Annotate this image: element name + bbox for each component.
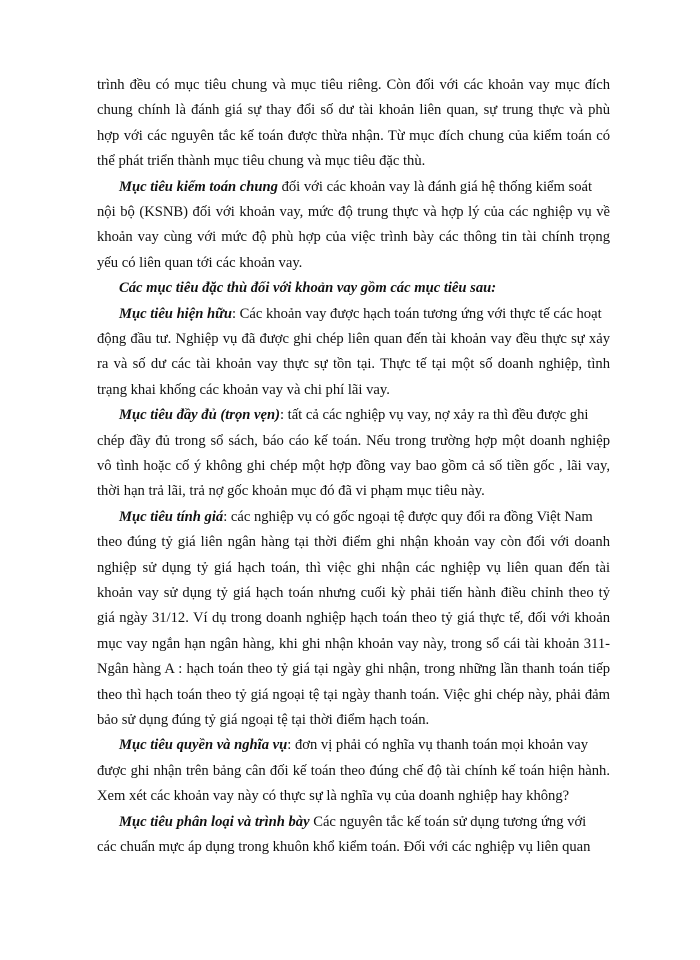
text-line: nghiệp sử dụng tỷ giá hạch toán, thì việc ghi nhận các nghiệp vụ liên quan đến tài (97, 559, 610, 576)
text-line: nội bộ (KSNB) đối với khoản vay, mức độ trung thực và hợp lý của các nghiệp vụ về (97, 204, 610, 220)
text-line: động đầu tư. Nghiệp vụ đã được ghi chép liên quan đến tài khoản vay đều thực sự xảy (97, 331, 610, 347)
text-line: thời hạn trả lãi, trả nợ gốc khoản mục đó đã vi phạm mục tiêu này. (97, 483, 485, 500)
text-line: được ghi nhận trên bảng cân đối kế toán theo đúng chế độ tài chính kế toán hiện hành. (97, 762, 610, 779)
text-line: Xem xét các khoản vay này có thực sự là nghĩa vụ của doanh nghiệp hay không? (97, 788, 570, 805)
text-line: theo đúng tỷ giá liên ngân hàng tại thời điểm ghi nhận khoản vay còn đối với doanh (97, 534, 610, 551)
text-run: đối với các khoản vay là đánh giá hệ thống kiểm soát (277, 178, 593, 195)
text-run: : tất cả các nghiệp vụ vay, nợ xảy ra thì đều được ghi (279, 407, 589, 424)
text-line: chép đầy đủ trong sổ sách, báo cáo kế toán. Nếu trong trường hợp một doanh nghiệp (97, 432, 610, 449)
text-line: ra và số dư các tài khoản vay thực sự tồn tại. Thực tế tại một số doanh nghiệp, tình (97, 356, 610, 373)
paragraph-first-line (119, 508, 593, 526)
emphasis-term: Mục tiêu kiểm toán chung (119, 178, 278, 195)
text-run: : Các khoản vay được hạch toán tương ứng với thực tế các hoạt (231, 305, 602, 322)
text-line: chung chính là đánh giá sự thay đổi số dư tài khoản liên quan, sự trung thực và phù (97, 102, 610, 119)
paragraph-first-line (119, 305, 602, 323)
text-line: khoản vay sử dụng tỷ giá hạch toán nhưng cuối kỳ phải tiến hành điều chỉnh theo tỷ (97, 585, 610, 601)
text-line: thể phát triển thành mục tiêu chung và mục tiêu đặc thù. (97, 153, 426, 170)
text-line: trạng khai khống các khoản vay và chi phí lãi vay. (97, 381, 390, 398)
emphasis-term: Mục tiêu quyền và nghĩa vụ (119, 737, 288, 754)
section-heading: Các mục tiêu đặc thù đối với khoản vay gồm các mục tiêu sau: (119, 280, 497, 297)
emphasis-term: Mục tiêu hiện hữu (119, 305, 232, 322)
paragraph-first-line (119, 813, 586, 831)
text-line: các chuẩn mực áp dụng trong khuôn khổ kiểm toán. Đối với các nghiệp vụ liên quan (97, 839, 591, 855)
emphasis-term: Mục tiêu tính giá (119, 508, 224, 525)
text-line: giá ngày 31/12. Ví dụ trong doanh nghiệp hạch toán theo tỷ giá thực tế, đối với khoản (97, 610, 610, 627)
text-line: bảo sử dụng đúng tỷ giá ngoại tệ tại thời điểm hạch toán. (97, 712, 430, 728)
emphasis-term: Mục tiêu đầy đủ (trọn vẹn) (119, 407, 280, 424)
text-line: theo thì hạch toán theo tỷ giá ngoại tệ tại ngày thanh toán. Việc ghi chép này, phải đảm (97, 686, 610, 703)
text-line: trình đều có mục tiêu chung và mục tiêu riêng. Còn đối với các khoản vay mục đích (97, 77, 610, 93)
text-line: hợp với các nguyên tắc kế toán được thừa nhận. Từ mục đích chung của kiểm toán có (97, 127, 610, 144)
emphasis-term: Mục tiêu phân loại và trình bày (119, 813, 310, 830)
text-run: : đơn vị phải có nghĩa vụ thanh toán mọi khoản vay (287, 737, 589, 754)
text-line: mục vay ngắn hạn ngân hàng, khi ghi nhận khoản vay này, trong sổ cái tài khoản 311- (97, 635, 610, 652)
text-line: Ngân hàng A : hạch toán theo tỷ giá tại ngày ghi nhận, trong những lần thanh toán tiếp (97, 661, 610, 678)
text-line: khoản vay cùng với mức độ phù hợp của việc trình bày các thông tin tài chính trọng (97, 229, 610, 246)
text-run: : các nghiệp vụ có gốc ngoại tệ được quy đổi ra đồng Việt Nam (223, 508, 593, 525)
text-line: vô tình hoặc cố ý không ghi chép một hợp đồng vay bao gồm cả số tiền gốc , lãi vay, (97, 458, 610, 474)
paragraph-first-line (119, 178, 592, 196)
text-line: yếu có liên quan tới các khoản vay. (97, 254, 303, 271)
paragraph-first-line (119, 736, 588, 754)
text-run: Các nguyên tắc kế toán sử dụng tương ứng với (309, 813, 587, 830)
paragraph-first-line (119, 406, 588, 424)
